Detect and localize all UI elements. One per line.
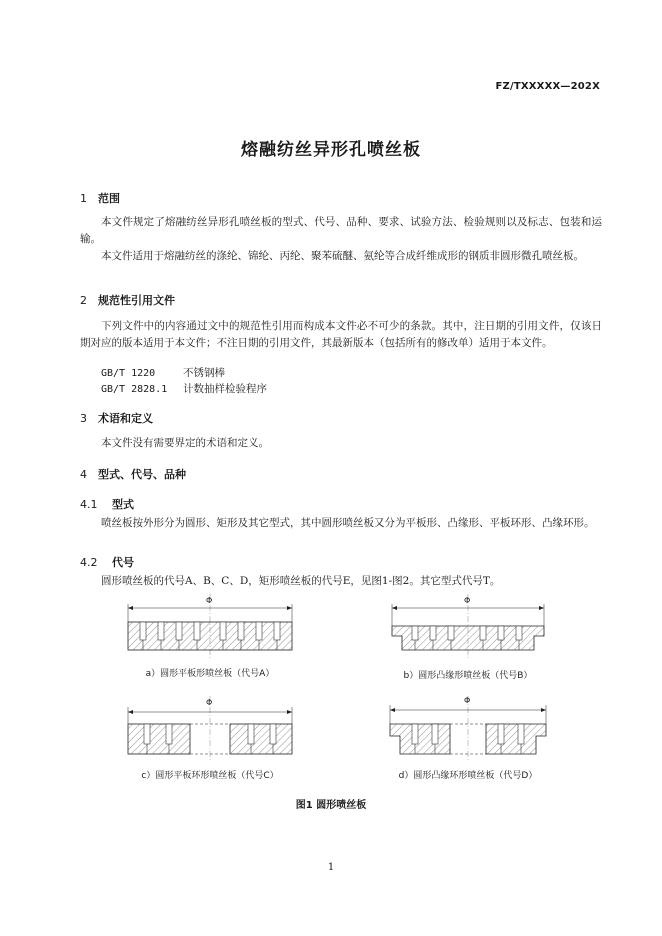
figure-d-flange-ring-drawing bbox=[386, 692, 550, 764]
section-2-heading: 2 规范性引用文件 bbox=[80, 294, 175, 307]
dimension-label: Φ bbox=[206, 596, 213, 605]
dimension-label: Φ bbox=[206, 698, 213, 707]
section-4-heading: 4 型式、代号、品种 bbox=[80, 468, 186, 481]
section-4-2-heading: 4.2 代号 bbox=[80, 556, 134, 569]
figure-d-caption: d）圆形凸缘环形喷丝板（代号D） bbox=[398, 771, 538, 781]
reference-item: GB/T 2828.1 计数抽样检验程序 bbox=[101, 383, 267, 395]
section-1-paragraph-1: 本文件规定了熔融纺丝异形孔喷丝板的型式、代号、品种、要求、试验方法、检验规则以及标志、包装和运输。 bbox=[80, 216, 602, 245]
figure-title: 图1 圆形喷丝板 bbox=[295, 800, 367, 811]
dimension-label: Φ bbox=[464, 696, 471, 705]
figure-b-flange-drawing bbox=[388, 592, 548, 660]
figure-c-caption: c）圆形平板环形喷丝板（代号C） bbox=[141, 771, 279, 781]
figure-b-caption: b）圆形凸缘形喷丝板（代号B） bbox=[403, 671, 533, 681]
section-4-1-paragraph: 喷丝板按外形分为圆形、矩形及其它型式，其中圆形喷丝板又分为平板形、凸缘形、平板环形、凸缘环形。 bbox=[101, 517, 595, 529]
reference-item: GB/T 1220 不锈钢棒 bbox=[101, 367, 225, 379]
section-2-paragraph-1: 下列文件中的内容通过文中的规范性引用而构成本文件必不可少的条款。其中，注日期的引用文件，仅该日期对应的版本适用于本文件；不注日期的引用文件，其最新版本（包括所有的修改单）适用于本文件。 bbox=[80, 320, 602, 349]
document-title: 熔融纺丝异形孔喷丝板 bbox=[241, 140, 421, 160]
figure-a-flat-plate-drawing bbox=[120, 592, 300, 660]
page-number: 1 bbox=[327, 862, 335, 873]
section-1-paragraph-2: 本文件适用于熔融纺丝的涤纶、锦纶、丙纶、聚苯硫醚、氨纶等合成纤维成形的钢质非圆形微孔喷丝板。 bbox=[101, 250, 584, 262]
section-4-1-heading: 4.1 型式 bbox=[80, 498, 134, 511]
section-3-heading: 3 术语和定义 bbox=[80, 412, 153, 425]
dimension-label: Φ bbox=[464, 596, 471, 605]
figure-a-caption: a）圆形平板形喷丝板（代号A） bbox=[145, 669, 275, 679]
section-3-paragraph-1: 本文件没有需要界定的术语和定义。 bbox=[101, 437, 269, 449]
section-4-2-paragraph: 圆形喷丝板的代号A、B、C、D，矩形喷丝板的代号E，见图1-图2。其它型式代号T。 bbox=[101, 575, 501, 587]
figure-c-flat-ring-drawing bbox=[122, 692, 298, 764]
section-1-heading: 1 范围 bbox=[80, 192, 120, 205]
document-code: FZ/TXXXXX—202X bbox=[495, 81, 600, 92]
